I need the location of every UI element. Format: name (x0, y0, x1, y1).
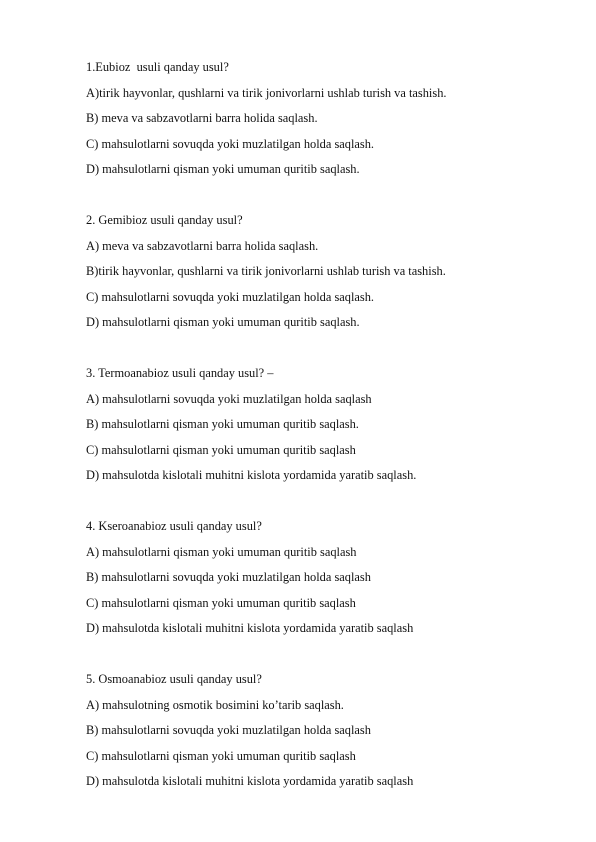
answer-option-b: B) meva va sabzavotlarni barra holida saqlash. (86, 111, 318, 125)
question-title: 3. Termoanabioz usuli qanday usul? – (86, 366, 274, 380)
question-block-2 (86, 208, 556, 336)
document-page (86, 55, 556, 820)
answer-option-a: A) mahsulotning osmotik bosimini ko’tarib saqlash. (86, 697, 344, 712)
answer-option-c: C) mahsulotlarni sovuqda yoki muzlatilgan holda saqlash. (86, 136, 375, 151)
answer-option-d: D) mahsulotlarni qisman yoki umuman quritib saqlash. (86, 162, 360, 176)
question-block-4 (86, 514, 556, 642)
answer-option-b: B) mahsulotlarni sovuqda yoki muzlatilgan holda saqlash (86, 570, 371, 584)
answer-option-b: B) mahsulotlarni sovuqda yoki muzlatilgan holda saqlash (86, 723, 371, 737)
answer-option-a: A) mahsulotlarni sovuqda yoki muzlatilgan holda saqlash (86, 391, 372, 406)
answer-option-c: C) mahsulotlarni qisman yoki umuman quritib saqlash (86, 748, 356, 763)
answer-option-d: D) mahsulotda kislotali muhitni kislota yordamida yaratib saqlash. (86, 468, 417, 482)
question-block-5 (86, 667, 556, 795)
question-title: 4. Kseroanabioz usuli qanday usul? (86, 519, 262, 533)
answer-option-c: C) mahsulotlarni qisman yoki umuman quritib saqlash (86, 442, 356, 457)
answer-option-b: B)tirik hayvonlar, qushlarni va tirik jonivorlarni ushlab turish va tashish. (86, 264, 446, 278)
question-title: 1.Eubioz usuli qanday usul? (86, 60, 229, 74)
answer-option-a: A) mahsulotlarni qisman yoki umuman quritib saqlash (86, 544, 357, 559)
answer-option-d: D) mahsulotlarni qisman yoki umuman quritib saqlash. (86, 315, 360, 329)
answer-option-c: C) mahsulotlarni sovuqda yoki muzlatilgan holda saqlash. (86, 289, 375, 304)
answer-option-a: A) meva va sabzavotlarni barra holida saqlash. (86, 238, 319, 253)
question-block-1 (86, 55, 556, 183)
answer-option-a: A)tirik hayvonlar, qushlarni va tirik jonivorlarni ushlab turish va tashish. (86, 85, 447, 100)
question-title: 2. Gemibioz usuli qanday usul? (86, 213, 243, 227)
question-title: 5. Osmoanabioz usuli qanday usul? (86, 672, 262, 686)
answer-option-b: B) mahsulotlarni qisman yoki umuman quritib saqlash. (86, 417, 359, 431)
answer-option-c: C) mahsulotlarni qisman yoki umuman quritib saqlash (86, 595, 356, 610)
answer-option-d: D) mahsulotda kislotali muhitni kislota yordamida yaratib saqlash (86, 774, 414, 788)
answer-option-d: D) mahsulotda kislotali muhitni kislota yordamida yaratib saqlash (86, 621, 414, 635)
question-block-3 (86, 361, 556, 489)
